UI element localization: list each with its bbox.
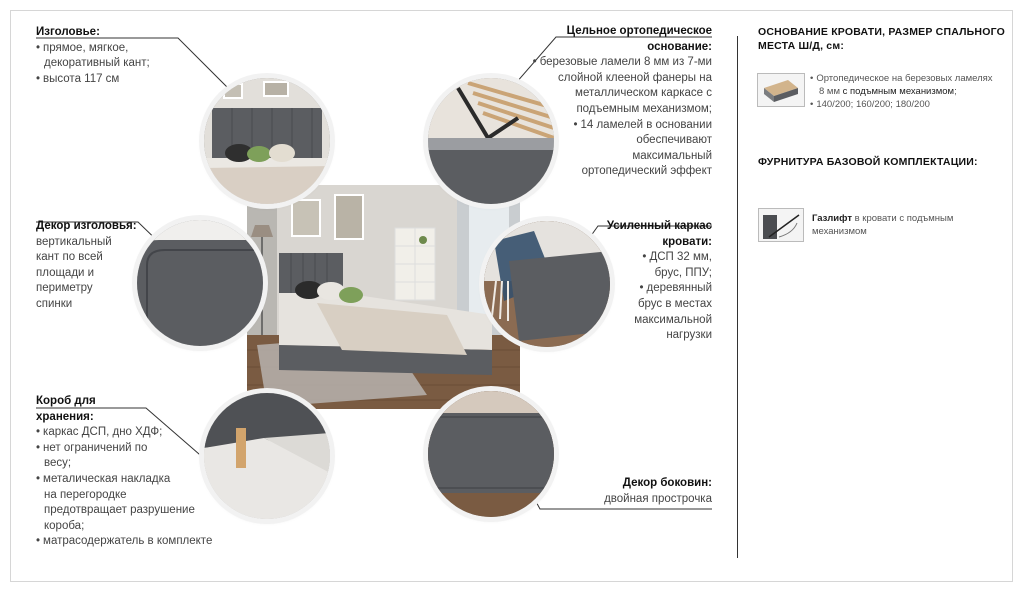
side-decor-title: Декор боковин: [622, 477, 712, 489]
frame-item: нагрузки [666, 329, 712, 342]
storage-item: • нет ограничений по [36, 441, 212, 457]
headboard-decor-block [36, 219, 137, 313]
headboard-decor-line: площади и [36, 266, 95, 279]
frame-title: кровати: [662, 235, 712, 248]
orthopedic-item: обеспечивают [636, 134, 712, 147]
base-option-item [810, 85, 993, 98]
gaslift-line: механизмом [812, 226, 867, 237]
headboard-item: • высота 117 см [36, 72, 150, 88]
base-option-text: 8 мм [819, 86, 843, 97]
headboard-block [36, 25, 150, 87]
storage-item: • каркас ДСП, дно ХДФ; [36, 425, 212, 441]
base-size-item: • 140/200; 160/200; 180/200 [810, 98, 993, 111]
orthopedic-item: • 14 ламелей в основании [533, 118, 712, 134]
base-option-list [810, 72, 993, 111]
reinforced-frame-circle-photo [484, 221, 610, 347]
storage-item: на перегородке [44, 488, 127, 501]
frame-block [607, 219, 712, 344]
frame-item: брус в местах [637, 297, 712, 310]
orthopedic-item: подъемным механизмом; [576, 102, 712, 115]
storage-item: • матрасодержатель в комплекте [36, 534, 212, 550]
bedroom-photo [247, 185, 520, 409]
headboard-decor-circle-photo [137, 220, 263, 346]
storage-box-circle-photo [204, 393, 330, 519]
orthopedic-item: максимальный [632, 149, 712, 162]
orthopedic-item: ортопедический эффект [581, 165, 712, 178]
base-option-item: • Ортопедическое на березовых ламелях [810, 72, 993, 85]
frame-item: • ДСП 32 мм, [607, 250, 712, 266]
headboard-item: декоративный кант; [44, 57, 150, 70]
orthopedic-title: Цельное ортопедическое [566, 25, 712, 37]
orthopedic-block [533, 24, 712, 180]
frame-title: Усиленный каркас [606, 220, 712, 232]
frame-item: • деревянный [607, 281, 712, 297]
side-decor-block [604, 476, 712, 507]
gaslift-desc: в кровати с подъмным [851, 213, 954, 224]
frame-item: брус, ППУ; [654, 266, 712, 279]
storage-block [36, 394, 212, 550]
side-decor-circle-photo [428, 391, 554, 517]
gaslift-label: Газлифт [812, 213, 852, 224]
storage-title: хранения: [36, 410, 94, 423]
base-size-title-line: ОСНОВАНИЕ КРОВАТИ, РАЗМЕР СПАЛЬНОГО [758, 26, 1005, 38]
headboard-title: Изголовье: [36, 26, 100, 38]
side-decor-text: двойная прострочка [604, 492, 712, 505]
orthopedic-title: основание: [647, 40, 712, 53]
base-option-text: ; [954, 86, 957, 97]
headboard-item: • прямое, мягкое, [36, 41, 150, 57]
storage-item: короба; [44, 519, 85, 532]
orthopedic-item: слойной клееной фанеры на [557, 71, 712, 84]
frame-item: максимальной [634, 313, 712, 326]
headboard-decor-line: кант по всей [36, 251, 103, 264]
storage-item: весу; [44, 457, 72, 470]
vertical-divider [737, 36, 738, 558]
storage-item: предотвращает разрушение [44, 504, 195, 517]
storage-item: • металическая накладка [36, 472, 212, 488]
headboard-decor-line: периметру [36, 282, 93, 295]
headboard-decor-line: спинки [36, 297, 73, 310]
storage-title: Короб для [36, 395, 96, 407]
gaslift-thumbnail [758, 208, 804, 242]
gaslift-text [812, 212, 953, 238]
base-size-title-line: МЕСТА Ш/Д, см: [758, 40, 845, 52]
headboard-decor-title: Декор изголовья: [36, 220, 137, 232]
headboard-decor-line: вертикальный [36, 235, 112, 248]
base-size-title [758, 25, 1005, 53]
gaslift-line [812, 212, 953, 225]
base-option-emphasis: с подъмным механизмом [842, 86, 955, 97]
base-thumbnail [757, 73, 805, 107]
orthopedic-item: металлическом каркасе с [575, 87, 712, 100]
headboard-circle-photo [204, 78, 330, 204]
orthopedic-item: • березовые ламели 8 мм из 7-ми [533, 55, 712, 71]
fittings-title: ФУРНИТУРА БАЗОВОЙ КОМПЛЕКТАЦИИ: [758, 156, 978, 168]
